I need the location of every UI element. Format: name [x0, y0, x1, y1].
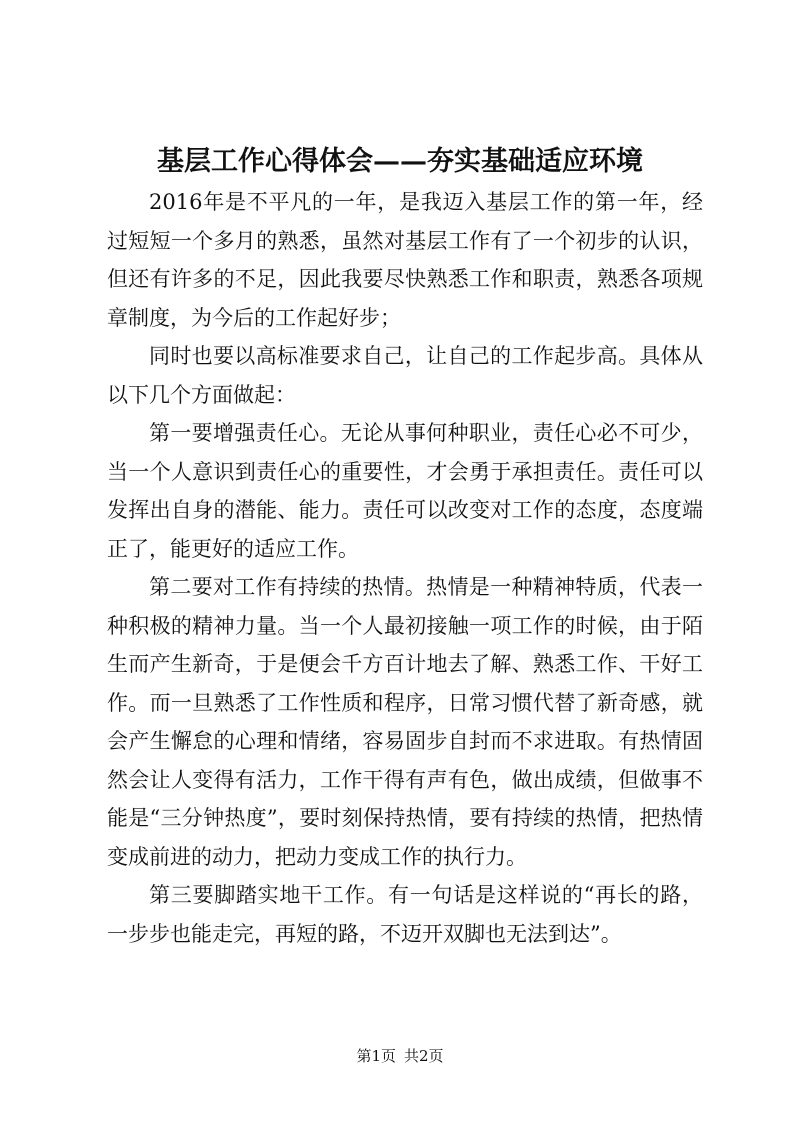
document-title: 基层工作心得体会——夯实基础适应环境 — [157, 146, 643, 177]
paragraph-1: 2016年是不平凡的一年，是我迈入基层工作的第一年，经过短短一个多月的熟悉，虽然对基层工作有了一个初步的认识，但还有许多的不足，因此我要尽快熟悉工作和职责，熟悉各项规章制度，为今后的工作起好步； — [107, 190, 703, 330]
page-total: 共2页 — [404, 1047, 444, 1065]
page-footer — [0, 1046, 800, 1066]
paragraph-5: 第三要脚踏实地干工作。有一句话是这样说的“再长的路，一步步也能走完，再短的路，不迈开双脚也无法到达”。 — [107, 883, 703, 946]
page-number: 第1页 — [356, 1047, 396, 1065]
paragraph-4: 第二要对工作有持续的热情。热情是一种精神特质，代表一种积极的精神力量。当一个人最初接触一项工作的时候，由于陌生而产生新奇，于是便会千方百计地去了解、熟悉工作、干好工作。而一旦熟悉了工作性质和程序，日常习惯代替了新奇感，就会产生懈怠的心理和情绪，容易固步自封而不求进取。有热情固然会让人变得有活力，工作干得有声有色，做出成绩，但做事不能是“三分钟热度”，要时刻保持热情，要有持续的热情，把热情变成前进的动力，把动力变成工作的执行力。 — [107, 575, 703, 869]
document-body — [107, 183, 703, 953]
paragraph-3: 第一要增强责任心。无论从事何种职业，责任心必不可少，当一个人意识到责任心的重要性，才会勇于承担责任。责任可以发挥出自身的潜能、能力。责任可以改变对工作的态度，态度端正了，能更好的适应工作。 — [107, 421, 703, 561]
paragraph-2: 同时也要以高标准要求自己，让自己的工作起步高。具体从以下几个方面做起： — [107, 344, 703, 407]
